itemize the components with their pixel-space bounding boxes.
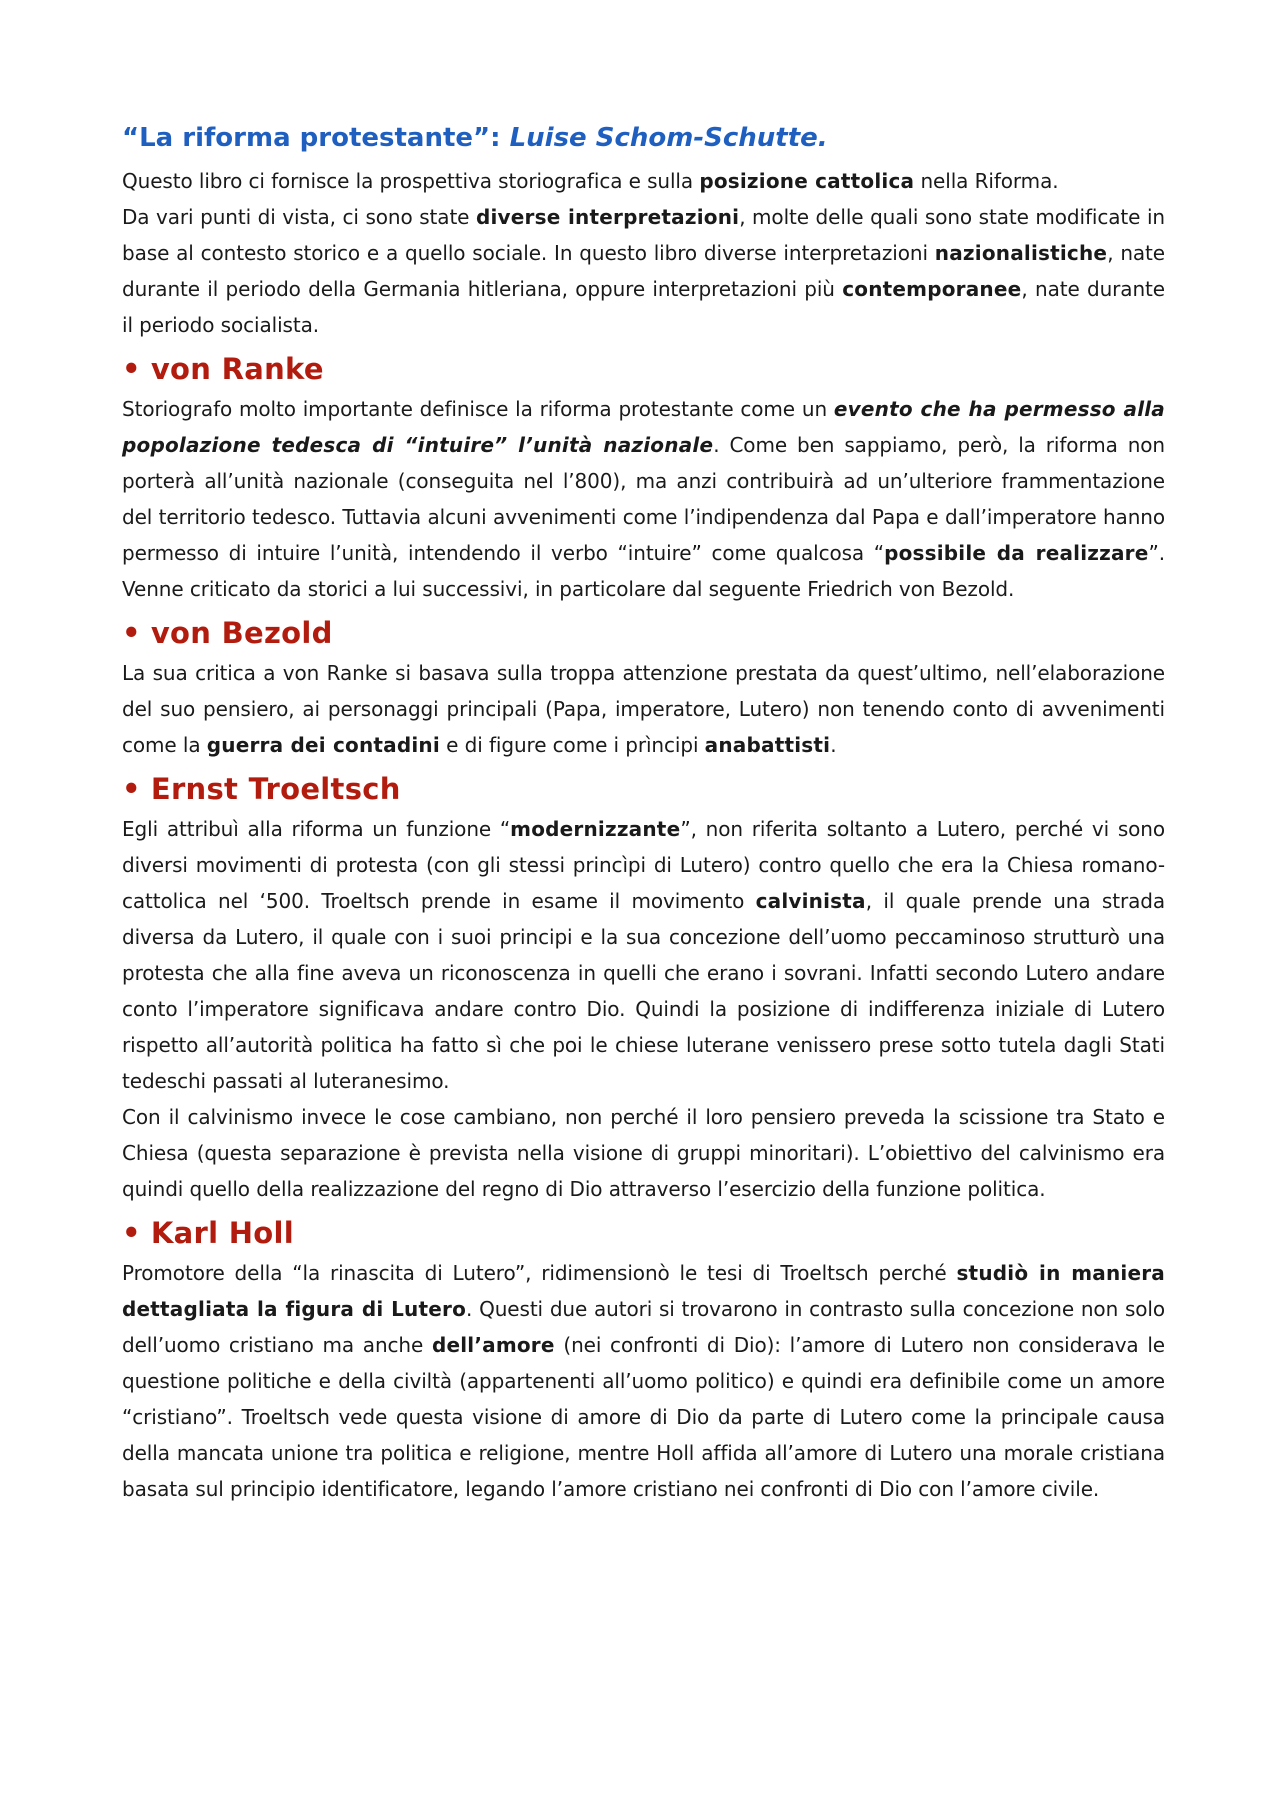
bold-term: posizione cattolica [699, 169, 915, 193]
bold-term: dell’amore [431, 1333, 555, 1357]
bold-term: contemporanee [842, 277, 1022, 301]
text-run: . [830, 733, 837, 757]
text-run: nella Riforma. [914, 169, 1059, 193]
text-run: , nate durante il periodo socialista. [122, 277, 1165, 337]
bold-term: guerra dei contadini [206, 733, 440, 757]
heading-text: Karl Holl [150, 1216, 294, 1250]
text-run: , il quale prende una strada diversa da Lutero, il quale con i suoi principi e la sua concezione dell’uomo peccaminoso strutturò una protesta che alla fine aveva un riconoscenza in quelli che erano i sovrani. Infatti secondo Lutero andare conto l’imperatore significava andare contro Dio. Quindi la posizione di indifferenza iniziale di Lutero rispetto all’autorità politica ha fatto sì che poi le chiese luterane venissero prese sotto tutela dagli Stati tedeschi passati al luteranesimo. [122, 889, 1165, 1093]
text-run: Storiografo molto importante definisce la riforma protestante come un [122, 397, 834, 421]
title-author: Luise Schom-Schutte. [509, 123, 828, 153]
bold-italic-term: evento che ha permesso alla popolazione tedesca di “intuire” l’unità nazionale [122, 397, 1165, 457]
holl-paragraph [122, 1255, 1165, 1507]
bold-term: calvinista [755, 889, 866, 913]
bold-term: diverse interpretazioni [475, 205, 740, 229]
bullet-icon: • [122, 772, 141, 806]
bullet-icon: • [122, 352, 141, 386]
document-page [122, 121, 1165, 1507]
bold-term: anabattisti [704, 733, 831, 757]
text-run: . Questi due autori si trovarono in contrasto sulla concezione non solo dell’uomo cristiano ma anche [122, 1297, 1165, 1357]
ranke-paragraph [122, 391, 1165, 607]
troeltsch-paragraph-1 [122, 811, 1165, 1099]
text-run: (nei confronti di Dio): l’amore di Lutero non considerava le questione politiche e della civiltà (appartenenti all’uomo politico) e quindi era definibile come un amore “cristiano”. Troeltsch vede questa visione di amore di Dio da parte di Lutero come la principale causa della mancata unione tra politica e religione, mentre Holl affida all’amore di Lutero una morale cristiana basata sul principio identificatore, legando l’amore cristiano nei confronti di Dio con l’amore civile. [122, 1333, 1165, 1501]
document-title [122, 121, 1165, 155]
text-run: ”, non riferita soltanto a Lutero, perché vi sono diversi movimenti di protesta (con gli stessi princìpi di Lutero) contro quello che era la Chiesa romano-cattolica nel ‘500. Troeltsch prende in esame il movimento [122, 817, 1165, 913]
bezold-paragraph [122, 655, 1165, 763]
section-heading-bezold [122, 613, 1165, 653]
section-heading-ranke [122, 349, 1165, 389]
text-run: Egli attribuì alla riforma un funzione “ [122, 817, 511, 841]
section-heading-holl [122, 1213, 1165, 1253]
heading-text: Ernst Troeltsch [150, 772, 401, 806]
text-run: Promotore della “la rinascita di Lutero”, ridimensionò le tesi di Troeltsch perché [122, 1261, 957, 1285]
text-run: La sua critica a von Ranke si basava sulla troppa attenzione prestata da quest’ultimo, nell’elaborazione del suo pensiero, ai personaggi principali (Papa, imperatore, Lutero) non tenendo conto di avvenimenti come la [122, 661, 1165, 757]
intro-paragraph-2 [122, 199, 1165, 343]
bullet-icon: • [122, 1216, 141, 1250]
text-run: , molte delle quali sono state modificate in base al contesto storico e a quello sociale. In questo libro diverse interpretazioni [122, 205, 1165, 265]
bold-term: studiò in maniera dettagliata la figura di Lutero [122, 1261, 1165, 1321]
intro-paragraph-1 [122, 163, 1165, 199]
text-run: . Come ben sappiamo, però, la riforma non porterà all’unità nazionale (conseguita nel l’800), ma anzi contribuirà ad un’ulteriore frammentazione del territorio tedesco. Tuttavia alcuni avvenimenti come l’indipendenza dal Papa e dall’imperatore hanno permesso di intuire l’unità, intendendo il verbo “intuire” come qualcosa “ [122, 433, 1166, 565]
bullet-icon: • [122, 616, 141, 650]
text-run: ”. Venne criticato da storici a lui successivi, in particolare dal seguente Friedrich von Bezold. [122, 541, 1165, 601]
bold-term: nazionalistiche [934, 241, 1108, 265]
heading-text: von Ranke [150, 352, 324, 386]
title-main: “La riforma protestante”: [122, 123, 510, 153]
heading-text: von Bezold [150, 616, 333, 650]
troeltsch-paragraph-2: Con il calvinismo invece le cose cambiano, non perché il loro pensiero preveda la scissione tra Stato e Chiesa (questa separazione è prevista nella visione di gruppi minoritari). L’obiettivo del calvinismo era quindi quello della realizzazione del regno di Dio attraverso l’esercizio della funzione politica. [122, 1105, 1165, 1201]
section-heading-troeltsch [122, 769, 1165, 809]
bold-term: modernizzante [510, 817, 681, 841]
text-run: e di figure come i prìncipi [439, 733, 705, 757]
text-run: , nate durante il periodo della Germania hitleriana, oppure interpretazioni più [122, 241, 1166, 301]
text-run: Questo libro ci fornisce la prospettiva storiografica e sulla [122, 169, 700, 193]
text-run: Da vari punti di vista, ci sono state [122, 205, 476, 229]
bold-term: possibile da realizzare [884, 541, 1149, 565]
